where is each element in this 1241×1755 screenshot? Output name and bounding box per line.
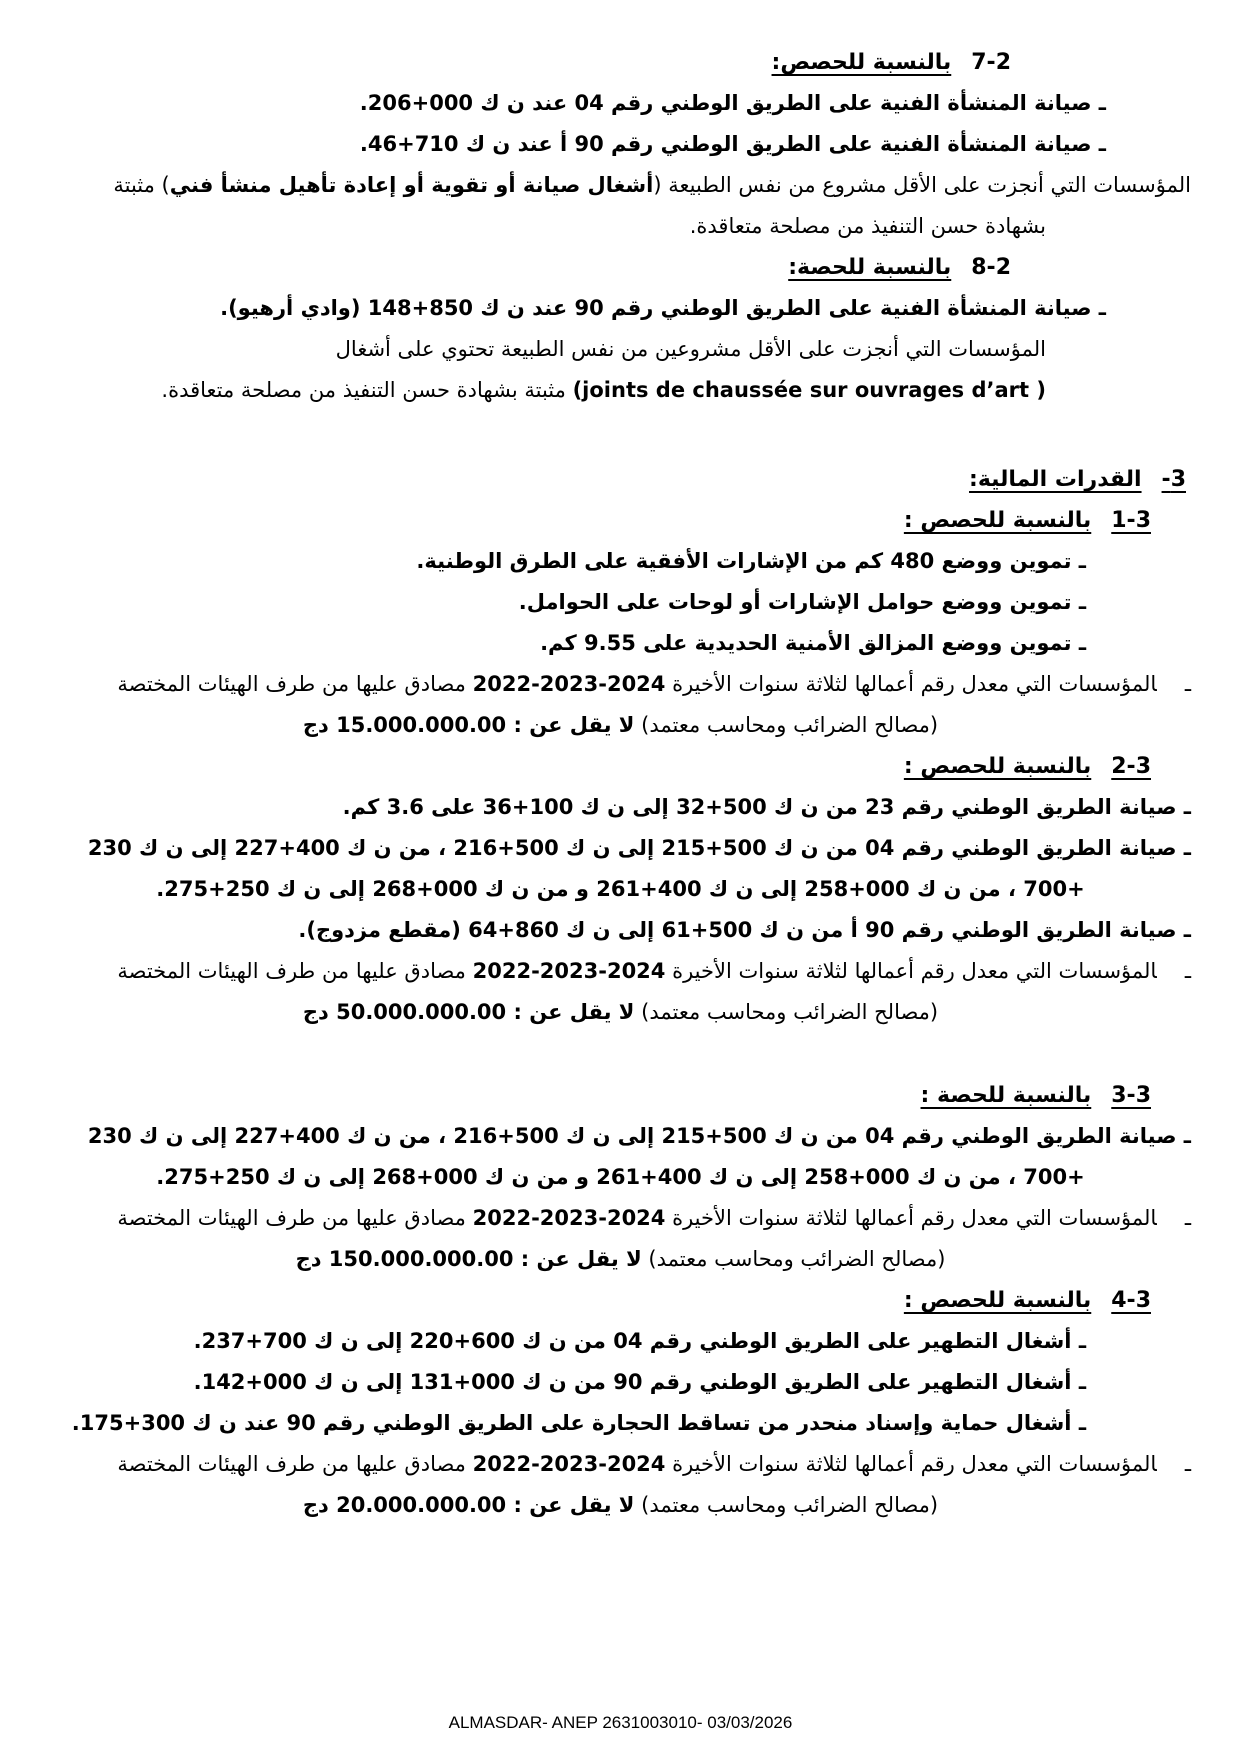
bullet-2-7-rn90a: [0, 124, 1241, 165]
heading-section-2-8: [0, 247, 1241, 288]
text-run: ـ صيانة الطريق الوطني رقم 23 من ن ك 500+32 إلى ن ك 100+36 على 3.6 كم.: [342, 795, 1191, 819]
text-run: بالنسبة للحصص :: [903, 508, 1092, 533]
text-run: لا يقل عن : 20.000.000.00 دج: [302, 1493, 635, 1517]
section-number: 8-2: [971, 255, 1011, 280]
para-2-7-condition-line1: [0, 165, 1241, 206]
dash-marker: ـ: [1184, 1206, 1191, 1230]
text-run: ـ أشغال التطهير على الطريق الوطني رقم 90 من ن ك 000+131 إلى ن ك 000+142.: [193, 1370, 1086, 1394]
para-3-2-minimum-amount: [0, 992, 1241, 1033]
text-run: بالنسبة للحصص:: [771, 50, 952, 75]
text-run: بشهادة حسن التنفيذ من مصلحة متعاقدة.: [689, 214, 1046, 238]
para-2-7-condition-line2: [0, 206, 1241, 247]
heading-section-2-7: [0, 42, 1241, 83]
text-run: ـ صيانة الطريق الوطني رقم 04 من ن ك 500+215 إلى ن ك 500+216 ، من ن ك 400+227 إلى ن ك 230: [87, 1124, 1191, 1148]
text-run: لا يقل عن : 150.000.000.00 دج: [295, 1247, 642, 1271]
text-run: (مصالح الضرائب ومحاسب معتمد): [634, 1000, 939, 1024]
text-run: ( joints de chaussée sur ouvrages d’art): [572, 378, 1046, 402]
text-run: ـ تموين ووضع المزالق الأمنية الحديدية على 9.55 كم.: [540, 631, 1086, 655]
dash-marker: ـ: [1184, 1452, 1191, 1476]
text-run: مصادق عليها من طرف الهيئات المختصة: [117, 1452, 473, 1476]
text-run: لا يقل عن : 50.000.000.00 دج: [302, 1000, 635, 1024]
text-run: المؤسسات التي أنجزت على الأقل مشروع من نفس الطبيعة (: [653, 173, 1191, 197]
text-run: ـ صيانة المنشأة الفنية على الطريق الوطني رقم 90 أ عند ن ك 710+46.: [359, 132, 1106, 156]
para-2-8-condition-line1: [0, 329, 1241, 370]
bullet-3-3-rn04-line1: [0, 1116, 1241, 1157]
bullet-2-8-rn90: [0, 288, 1241, 329]
text-run: القدرات المالية:: [969, 467, 1142, 492]
text-run: ـ صيانة المنشأة الفنية على الطريق الوطني رقم 90 عند ن ك 850+148 (وادي أرهيو).: [220, 296, 1106, 320]
section-number: 4-3: [1111, 1288, 1151, 1313]
section-number: 1-3: [1111, 508, 1151, 533]
text-run: مصادق عليها من طرف الهيئات المختصة: [117, 959, 473, 983]
text-run: (مصالح الضرائب ومحاسب معتمد): [634, 1493, 939, 1517]
text-run: بالنسبة للحصص :: [903, 1288, 1092, 1313]
heading-section-3-1: [0, 500, 1241, 541]
para-3-4-turnover: [0, 1444, 1241, 1485]
para-3-4-minimum-amount: [0, 1485, 1241, 1526]
text-run: المؤسسات التي معدل رقم أعمالها لثلاثة سنوات الأخيرة: [665, 672, 1157, 696]
para-2-8-condition-line2: [0, 370, 1241, 411]
bullet-3-1-horizontal-signs: [0, 541, 1241, 582]
section-number: 3-: [1161, 467, 1186, 492]
text-run: المؤسسات التي معدل رقم أعمالها لثلاثة سنوات الأخيرة: [665, 1452, 1157, 1476]
text-run: 2024-2023-2022: [472, 1206, 666, 1230]
bullet-3-2-rn04-line2: [0, 869, 1241, 910]
text-run: +700 ، من ن ك 000+258 إلى ن ك 400+261 و من ن ك 000+268 إلى ن ك 250+275.: [156, 877, 1085, 901]
dash-marker: ـ: [1184, 959, 1191, 983]
section-number: 2-3: [1111, 754, 1151, 779]
text-run: مصادق عليها من طرف الهيئات المختصة: [117, 1206, 473, 1230]
heading-section-3-2: [0, 746, 1241, 787]
bullet-3-3-rn04-line2: [0, 1157, 1241, 1198]
text-run: بالنسبة للحصة :: [920, 1083, 1092, 1108]
text-run: (مصالح الضرائب ومحاسب معتمد): [634, 713, 939, 737]
heading-section-3-3: [0, 1075, 1241, 1116]
text-run: مثبتة بشهادة حسن التنفيذ من مصلحة متعاقدة.: [161, 378, 573, 402]
text-run: ـ صيانة الطريق الوطني رقم 90 أ من ن ك 500+61 إلى ن ك 860+64 (مقطع مزدوج).: [298, 918, 1191, 942]
heading-section-3-4: [0, 1280, 1241, 1321]
text-run: ـ أشغال حماية وإسناد منحدر من تساقط الحجارة على الطريق الوطني رقم 90 عند ن ك 300+175.: [71, 1411, 1086, 1435]
para-3-1-minimum-amount: [0, 705, 1241, 746]
text-run: ـ أشغال التطهير على الطريق الوطني رقم 04 من ن ك 600+220 إلى ن ك 700+237.: [193, 1329, 1086, 1353]
text-run: المؤسسات التي معدل رقم أعمالها لثلاثة سنوات الأخيرة: [665, 1206, 1157, 1230]
text-run: 2024-2023-2022: [472, 1452, 666, 1476]
section-number: 3-3: [1111, 1083, 1151, 1108]
bullet-3-1-sign-supports: [0, 582, 1241, 623]
bullet-3-1-guardrails: [0, 623, 1241, 664]
text-run: 2024-2023-2022: [472, 959, 666, 983]
text-run: أشغال صيانة أو تقوية أو إعادة تأهيل منشأ فني: [169, 173, 654, 197]
text-run: (مصالح الضرائب ومحاسب معتمد): [641, 1247, 946, 1271]
dash-marker: ـ: [1184, 672, 1191, 696]
text-run: +700 ، من ن ك 000+258 إلى ن ك 400+261 و من ن ك 000+268 إلى ن ك 250+275.: [156, 1165, 1085, 1189]
text-run: ـ صيانة المنشأة الفنية على الطريق الوطني رقم 04 عند ن ك 000+206.: [359, 91, 1106, 115]
text-run: المؤسسات التي أنجزت على الأقل مشروعين من نفس الطبيعة تحتوي على أشغال: [335, 337, 1046, 361]
text-run: 2024-2023-2022: [472, 672, 666, 696]
text-run: ـ صيانة الطريق الوطني رقم 04 من ن ك 500+215 إلى ن ك 500+216 ، من ن ك 400+227 إلى ن ك 230: [87, 836, 1191, 860]
spacer: [0, 411, 1241, 459]
bullet-3-4-rockfall-protection: [0, 1403, 1241, 1444]
text-run: بالنسبة للحصص :: [903, 754, 1092, 779]
bullet-3-2-rn23: [0, 787, 1241, 828]
para-3-3-minimum-amount: [0, 1239, 1241, 1280]
para-3-2-turnover: [0, 951, 1241, 992]
section-number: 7-2: [971, 50, 1011, 75]
text-run: المؤسسات التي معدل رقم أعمالها لثلاثة سنوات الأخيرة: [665, 959, 1157, 983]
bullet-3-4-drainage-rn04: [0, 1321, 1241, 1362]
text-run: ـ تموين ووضع حوامل الإشارات أو لوحات على الحوامل.: [518, 590, 1086, 614]
text-run: مصادق عليها من طرف الهيئات المختصة: [117, 672, 473, 696]
para-3-3-turnover: [0, 1198, 1241, 1239]
bullet-3-2-rn90a: [0, 910, 1241, 951]
footer-publication-reference: ALMASDAR- ANEP 2631003010- 03/03/2026: [448, 1713, 793, 1732]
spacer: [0, 1033, 1241, 1075]
text-run: لا يقل عن : 15.000.000.00 دج: [302, 713, 635, 737]
bullet-3-4-drainage-rn90: [0, 1362, 1241, 1403]
bullet-2-7-rn04: [0, 83, 1241, 124]
heading-section-3-financial: [0, 459, 1241, 500]
bullet-3-2-rn04-line1: [0, 828, 1241, 869]
para-3-1-turnover: [0, 664, 1241, 705]
text-run: بالنسبة للحصة:: [788, 255, 952, 280]
text-run: ) مثبتة: [113, 173, 170, 197]
text-run: ـ تموين ووضع 480 كم من الإشارات الأفقية على الطرق الوطنية.: [416, 549, 1086, 573]
